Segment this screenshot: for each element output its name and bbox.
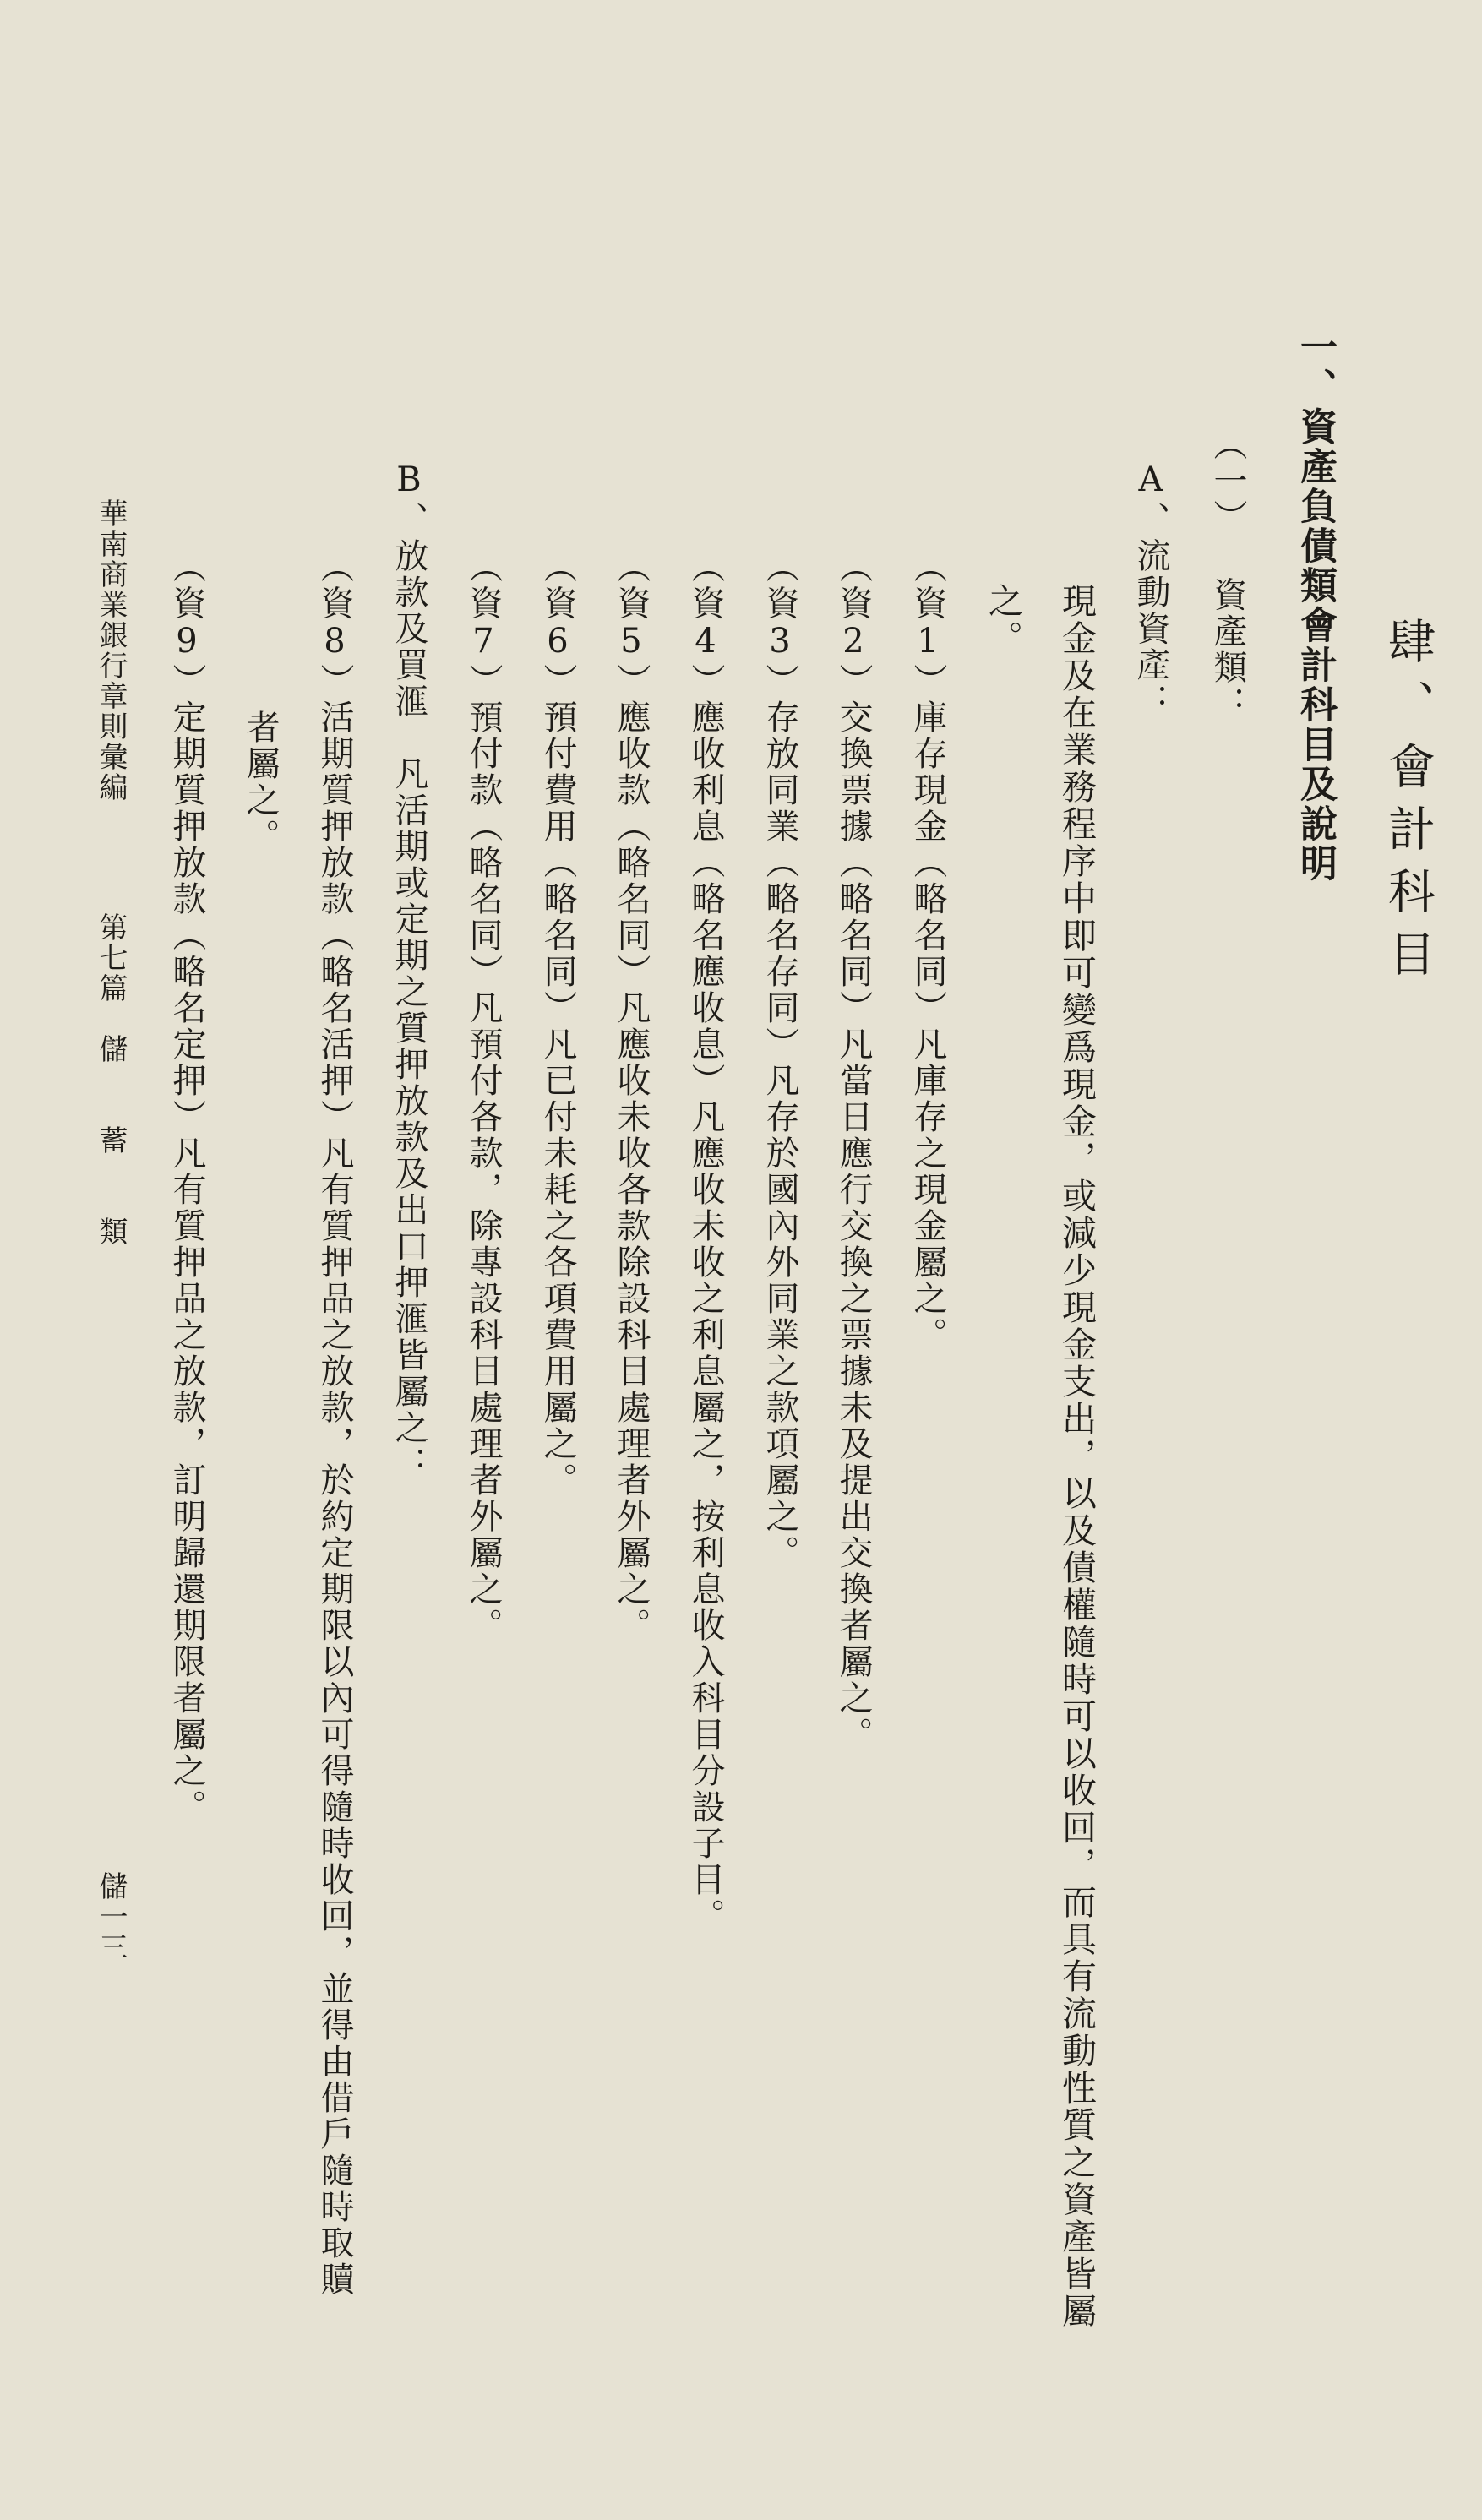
category-current-assets: A、流動資產： <box>1131 460 1170 720</box>
item-code: （資6） <box>538 549 577 699</box>
item-text: 應收款（略名同）凡應收未收各款除設科目處理者外屬之。 <box>612 699 651 1644</box>
footer-page-number: 儲一三 <box>94 1871 128 1962</box>
category-loans: B、放款及買滙 凡活期或定期之質押放款及出口押滙皆屬之： <box>390 460 428 1483</box>
item-text: 定期質押放款（略名定押）凡有質押品之放款，訂明歸還期限者屬之。 <box>167 699 206 1826</box>
item-text: 應收利息（略名應收息）凡應收未收之利息屬之，按利息收入科目分設子目。 <box>686 699 725 1935</box>
item-code: （資5） <box>612 549 651 699</box>
item-text: 存放同業（略名存同）凡存於國內外同業之款項屬之。 <box>760 699 799 1571</box>
item-prepayments <box>464 549 503 1644</box>
footer-book-title: 華南商業銀行章則彙編 <box>94 498 128 803</box>
current-assets-description: 現金及在業務程序中即可變爲現金，或減少現金支出，以及債權隨時可以收回，而具有流動性質之資產皆屬 <box>1056 583 1097 2330</box>
item-accounts-receivable <box>612 549 651 1644</box>
chapter-title: 肆、會計科目 <box>1381 617 1436 992</box>
footer-part-title: 第七篇 儲 蓄 類 <box>94 912 128 1247</box>
item-text: 活期質押放款（略名活押）凡有質押品之放款，於約定期限以內可得隨時收回，並得由借戶隨時取贖 <box>315 699 354 2298</box>
item-demand-secured-loans-cont: 者屬之。 <box>241 710 280 855</box>
item-demand-secured-loans <box>315 549 354 2298</box>
item-code: （資2） <box>834 549 873 699</box>
section-heading: 一、資產負債類會計科目及說明 <box>1294 328 1337 884</box>
item-text: 庫存現金（略名同）凡庫存之現金屬之。 <box>908 699 947 1353</box>
item-code: （資8） <box>315 549 354 699</box>
current-assets-description-cont: 之。 <box>983 583 1023 657</box>
item-code: （資7） <box>464 549 503 699</box>
item-due-from-banks <box>760 549 799 1571</box>
item-code: （資4） <box>686 549 725 699</box>
item-text: 交換票據（略名同）凡當日應行交換之票據未及提出交換者屬之。 <box>834 699 873 1753</box>
item-cash <box>908 549 947 1353</box>
item-text: 預付費用（略名同）凡已付未耗之各項費用屬之。 <box>538 699 577 1499</box>
item-code: （資1） <box>908 549 947 699</box>
item-code: （資3） <box>760 549 799 699</box>
subsection-assets: （一） 資產類： <box>1208 427 1247 722</box>
item-code: （資9） <box>167 549 206 699</box>
item-text: 預付款（略名同）凡預付各款，除專設科目處理者外屬之。 <box>464 699 503 1644</box>
item-time-secured-loans <box>167 549 206 1826</box>
item-prepaid-expenses <box>538 549 577 1499</box>
item-exchange-notes <box>834 549 873 1753</box>
item-interest-receivable <box>686 549 725 1935</box>
